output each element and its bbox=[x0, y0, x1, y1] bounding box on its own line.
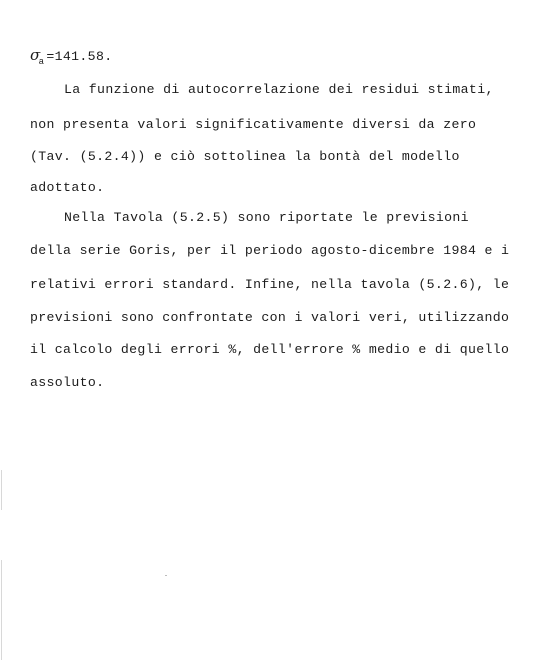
paragraph-line: (Tav. (5.2.4)) e ciò sottolinea la bontà del modello bbox=[30, 149, 460, 164]
paragraph-line: Nella Tavola (5.2.5) sono riportate le previsioni bbox=[64, 210, 469, 225]
sigma-value: =141.58. bbox=[46, 49, 113, 64]
paragraph-line: La funzione di autocorrelazione dei residui stimati, bbox=[64, 82, 494, 97]
scan-speck bbox=[165, 575, 167, 576]
scan-edge-mark bbox=[1, 470, 2, 510]
sigma-symbol: σ bbox=[30, 46, 41, 64]
paragraph-line: adottato. bbox=[30, 180, 105, 195]
scan-edge-mark bbox=[1, 560, 2, 660]
sigma-estimate-line bbox=[30, 47, 528, 66]
sigma-subscript: a bbox=[38, 57, 45, 67]
paragraph-line: il calcolo degli errori %, dell'errore % medio e di quello bbox=[30, 342, 510, 357]
paragraph-line: non presenta valori significativamente diversi da zero bbox=[30, 117, 477, 132]
paragraph-line: relativi errori standard. Infine, nella tavola (5.2.6), le bbox=[30, 277, 510, 292]
paragraph-line: assoluto. bbox=[30, 375, 105, 390]
paragraph-line: previsioni sono confrontate con i valori veri, utilizzando bbox=[30, 310, 510, 325]
paragraph-line: della serie Goris, per il periodo agosto-dicembre 1984 e i bbox=[30, 243, 510, 258]
